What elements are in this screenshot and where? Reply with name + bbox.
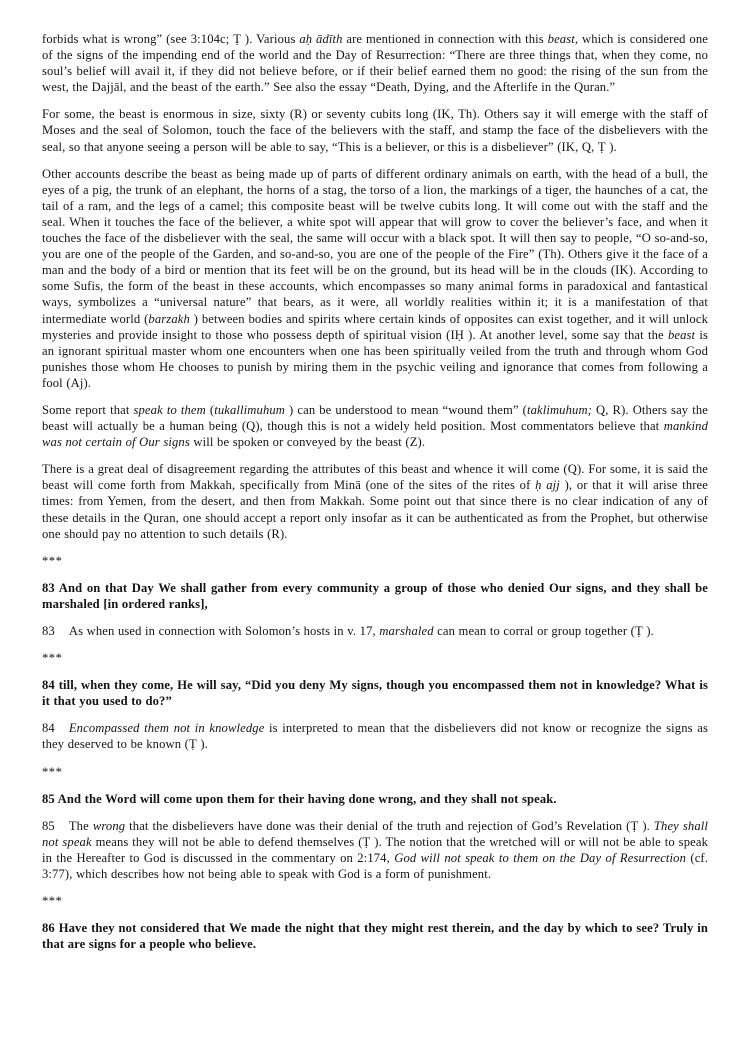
italic-run: Encompassed them not in knowledge bbox=[68, 721, 265, 736]
text-run: As when used in connection with Solomon’s hosts in v. 17, bbox=[68, 624, 380, 638]
para-1 bbox=[42, 31, 708, 95]
italic-run: God will not speak to them on the Day of Resurrection bbox=[394, 850, 687, 865]
italic-run: marshaled bbox=[379, 624, 434, 638]
italic-run: speak to them bbox=[133, 402, 206, 417]
commentary-note-83 bbox=[42, 623, 708, 639]
text-run: (cf. 3:77), which describes how not being able to speak with God is a form of punishment. bbox=[42, 850, 709, 882]
commentary-note-84 bbox=[42, 720, 708, 752]
text-run: are mentioned in connection with this bbox=[342, 32, 548, 46]
quran-verse-83 bbox=[42, 580, 708, 612]
italic-run: beast bbox=[667, 327, 696, 342]
text-run: 85 And the Word will come upon them for their having done wrong, and they shall not speak. bbox=[42, 791, 557, 806]
text-run: which is considered one of the signs of the impending end of the world and the Day of Resurrection: “There are three things that, when they come, no soul’s belief will avail it, if they did not believe before, or if their belief earned them no good: the rising of the sun from the west, the Dajjāl, and the beast of the earth.” See also the essay “Death, Dying, and the Afterlife in the Quran.” bbox=[42, 32, 708, 95]
italic-run: taklimuhum; bbox=[526, 402, 592, 417]
quran-verse-85 bbox=[42, 791, 708, 807]
text-run: will be spoken or conveyed by the beast (Z). bbox=[189, 435, 426, 450]
italic-run: beast, bbox=[547, 32, 579, 46]
italic-run: tukallimuhum bbox=[214, 402, 286, 417]
section-separator: *** bbox=[42, 894, 63, 909]
text-run: Other accounts describe the beast as being made up of parts of different ordinary animals on earth, with the head of a bull, the eyes of a pig, the trunk of an elephant, the horns of a stag, the torso of a lion, the markings of a tiger, the haunches of a cat, the tail of a ram, and the legs of a camel; this composite beast will be twelve cubits long. It will come out with the staff and the seal. When it touches the face of the believer, a white spot will appear that will grow to cover the believer’s face, and when it touches the face of the disbeliever with the seal, the same will occur with a black spot. It will then say to people, “O so-and-so, you are one of the people of the Garden, and so-and-so, you are one of the people of the Fire” (Th). Others give it the face of a man and the body of a bird or mention that its feet will be on the ground, but its head will be in the clouds (IK). According to some Sufis, the form of the beast in these accounts, which encompasses so many animal forms in paradoxical and fantastical ways, symbolizes a “universal nature” that bears, as it were, all worldly realities within it; it is a manifestation of that intermediate world ( bbox=[42, 166, 708, 326]
italic-run: barzakh bbox=[148, 311, 190, 326]
italic-run: mankind was not certain of Our signs bbox=[42, 419, 708, 450]
para-3 bbox=[42, 166, 708, 391]
italic-run: ḥ ajj bbox=[535, 478, 560, 493]
text-run: that the disbelievers have done was their denial of the truth and rejection of God’s Revelation (Ṭ ). bbox=[125, 818, 654, 833]
text-column bbox=[42, 31, 708, 952]
italic-run: They shall not speak bbox=[42, 818, 709, 849]
commentary-verse-number: 84 bbox=[42, 721, 55, 736]
text-run: ) can be understood to mean “wound them” ( bbox=[285, 402, 527, 417]
text-run: The bbox=[68, 818, 93, 833]
text-run: is an ignorant spiritual master whom one encounters when one has been spiritually veiled from the truth and through whom God punishes those whom He chooses to punish by miring them in the psychic veiling and ignorance that comes from following a fool (Aj). bbox=[42, 327, 709, 390]
para-5 bbox=[42, 461, 708, 541]
text-run: ), or that it will arise three times: from Yemen, from the desert, and then from Makkah. Some point out that since there is no clear indication of any of these details in the Quran, one should accept a report only insofar as it can be authenticated as from the Prophet, but otherwise one should pay no attention to such details (R). bbox=[42, 478, 708, 541]
text-run: Q, R). Others say the beast will actually be a human being (Q), though this is not a widely held position. Most commentators believe that bbox=[42, 402, 708, 434]
text-run: can mean to corral or group together (Ṭ ). bbox=[433, 624, 654, 638]
text-run: 86 Have they not considered that We made the night that they might rest therein, and the day by which to see? Truly in that are signs for a people who believe. bbox=[42, 921, 708, 952]
para-4 bbox=[42, 402, 708, 450]
quran-verse-86 bbox=[42, 920, 708, 952]
text-run: 84 till, when they come, He will say, “Did you deny My signs, though you encompassed them not in knowledge? What is it that you used to do?” bbox=[42, 678, 708, 709]
commentary-note-85 bbox=[42, 818, 708, 882]
text-run: forbids what is wrong” (see 3:104c; Ṭ ). Various bbox=[42, 32, 300, 46]
text-run: Some report that bbox=[42, 402, 134, 417]
section-separator: *** bbox=[42, 764, 63, 779]
text-run: 83 And on that Day We shall gather from every community a group of those who denied Our signs, and they shall be marshaled [in ordered ranks], bbox=[42, 580, 708, 611]
text-run: There is a great deal of disagreement regarding the attributes of this beast and whence it will come (Q). For some, it is said the beast will come forth from Makkah, specifically from Minā (one of the sites of the rites of bbox=[42, 462, 708, 493]
text-run: means they will not be able to defend themselves (Ṭ ). The notion that the wretched will or will not be able to speak in the Hereafter to God is discussed in the commentary on 2:174, bbox=[42, 834, 708, 865]
commentary-verse-number: 83 bbox=[42, 624, 55, 638]
quran-verse-84 bbox=[42, 677, 708, 709]
text-run: ( bbox=[205, 402, 215, 417]
italic-run: aḥ ādīth bbox=[299, 32, 343, 46]
text-run: ) between bodies and spirits where certain kinds of opposites can exist together, and it will unlock mysteries and provide insight to those who possess depth of spiritual vision (IḤ ). At another level, some say that the bbox=[42, 311, 708, 342]
section-separator: *** bbox=[42, 553, 63, 568]
italic-run: wrong bbox=[92, 818, 126, 833]
section-separator: *** bbox=[42, 651, 63, 666]
text-run: is interpreted to mean that the disbelievers did not know or recognize the signs as they deserved to be known (Ṭ ). bbox=[42, 721, 708, 752]
commentary-verse-number: 85 bbox=[42, 818, 55, 833]
para-2 bbox=[42, 106, 708, 154]
text-run: For some, the beast is enormous in size, sixty (R) or seventy cubits long (IK, Th). Others say it will emerge with the staff of Moses and the seal of Solomon, touch the face of the believers with the staff, and stamp the face of the disbelievers with the seal, so that anyone seeing a person will be able to say, “This is a believer, or this is a disbeliever” (IK, Q, Ṭ ). bbox=[42, 107, 708, 154]
